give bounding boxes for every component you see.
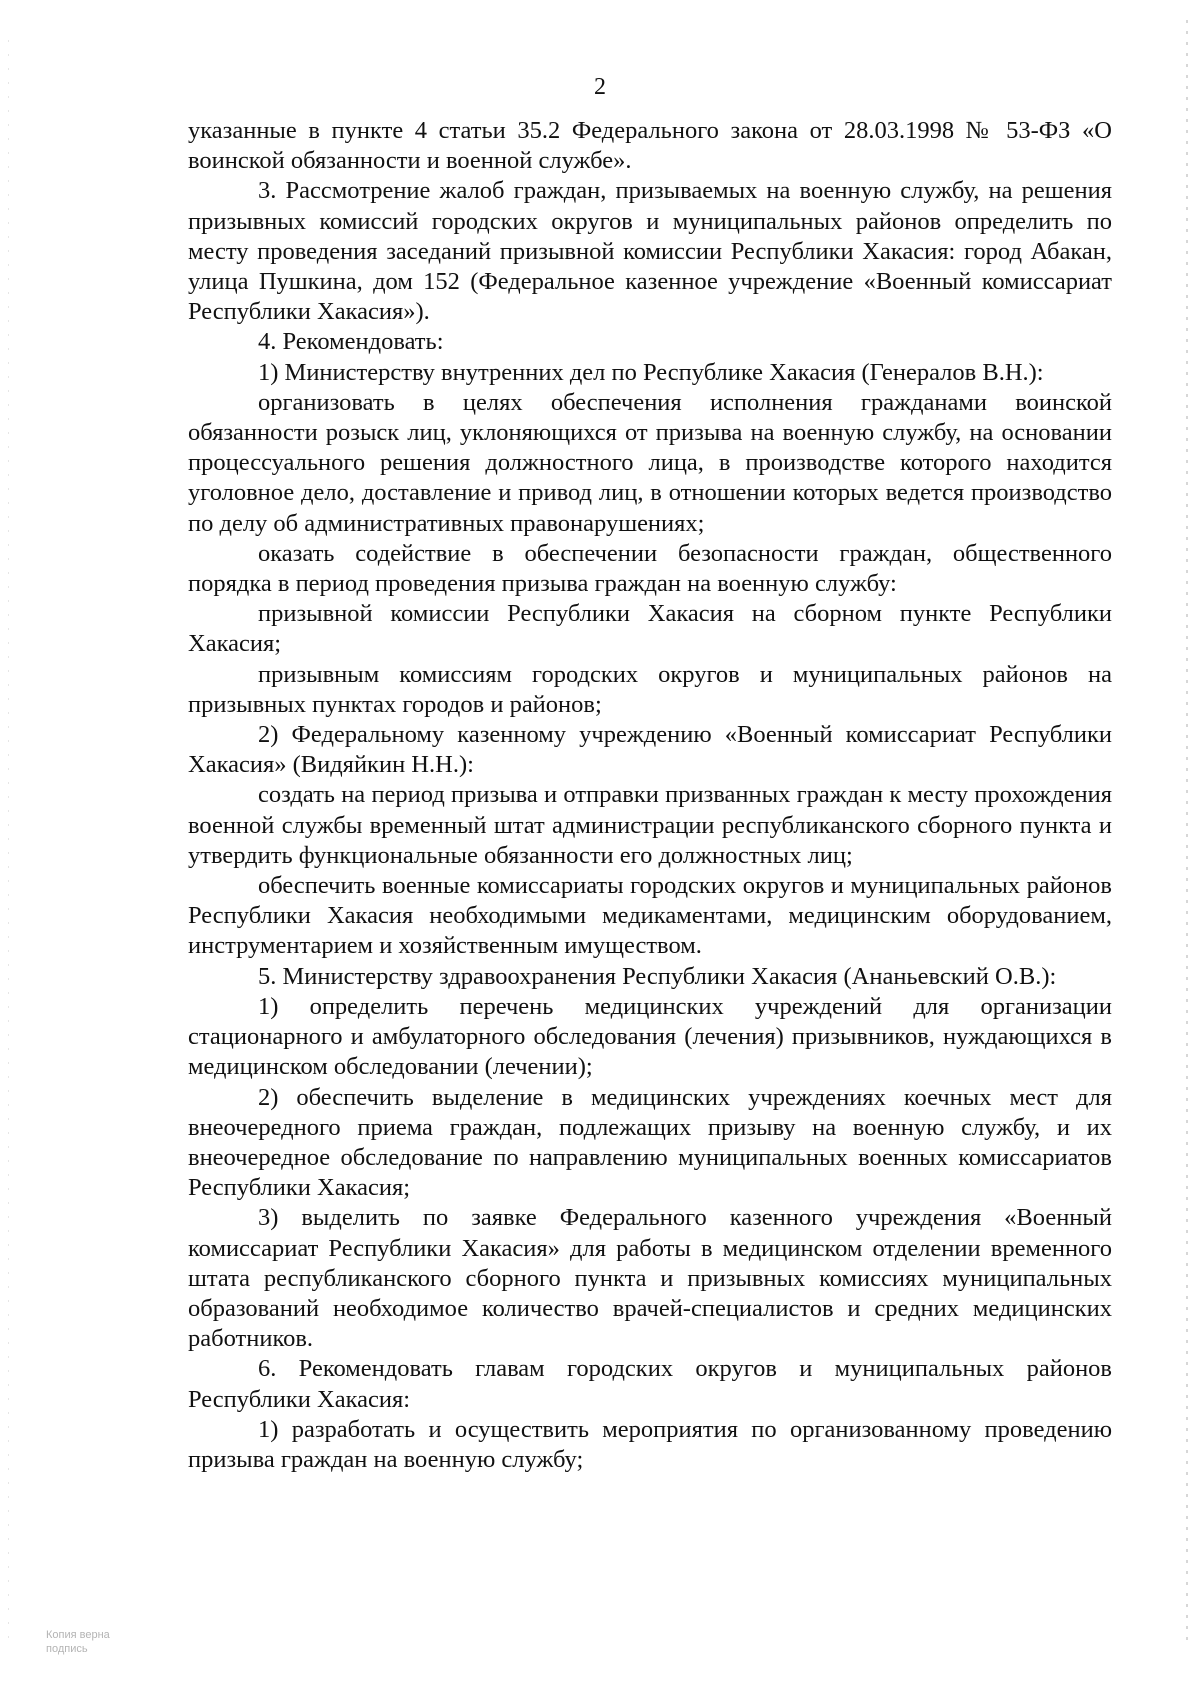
document-body xyxy=(188,116,1112,1475)
paragraph: организовать в целях обеспечения исполнения гражданами воинской обязанности розыск лиц, уклоняющихся от призыва на военную службу, на основании процессуального решения должностного лица, в производстве которого находится уголовное дело, доставление и привод лиц, в отношении которых ведется производство по делу об административных правонарушениях; xyxy=(188,388,1112,537)
paragraph: 2) Федеральному казенному учреждению «Военный комиссариат Республики Хакасия» (Видяйкин Н.Н.): xyxy=(188,721,1112,779)
paragraph: 5. Министерству здравоохранения Республики Хакасия (Ананьевский О.В.): xyxy=(258,962,1057,990)
paragraph: 3) выделить по заявке Федерального казенного учреждения «Военный комиссариат Республики Хакасия» для работы в медицинском отделении временного штата республиканского сборного пункта и призывных комиссиях муниципальных образований необходимое количество врачей-специалистов и средних медицинских работников. xyxy=(188,1204,1112,1353)
paragraph: обеспечить военные комиссариаты городских округов и муниципальных районов Республики Хакасия необходимыми медикаментами, медицинским оборудованием, инструментарием и хозяйственным имуществом. xyxy=(188,872,1112,960)
page-number: 2 xyxy=(594,74,606,100)
paragraph: создать на период призыва и отправки призванных граждан к месту прохождения военной службы временный штат администрации республиканского сборного пункта и утвердить функциональные обязанности его должностных лиц; xyxy=(188,781,1112,869)
paragraph: призывной комиссии Республики Хакасия на сборном пункте Республики Хакасия; xyxy=(188,600,1112,658)
paragraph: 1) Министерству внутренних дел по Республике Хакасия (Генералов В.Н.): xyxy=(258,358,1044,386)
scan-edge-left xyxy=(8,40,9,1640)
footer-stamp-line-1: Копия верна xyxy=(46,1629,110,1641)
paragraph: призывным комиссиям городских округов и муниципальных районов на призывных пунктах городов и районов; xyxy=(188,660,1112,718)
paragraph: 3. Рассмотрение жалоб граждан, призываемых на военную службу, на решения призывных комиссий городских округов и муниципальных районов определить по месту проведения заседаний призывной комиссии Республики Хакасия: город Абакан, улица Пушкина, дом 152 (Федеральное казенное учреждение «Военный комиссариат Республики Хакасия»). xyxy=(188,177,1112,326)
paragraph: указанные в пункте 4 статьи 35.2 Федерального закона от 28.03.1998 № 53-ФЗ «О воинской обязанности и военной службе». xyxy=(188,117,1112,175)
footer-stamp xyxy=(46,1628,110,1656)
paragraph: 4. Рекомендовать: xyxy=(258,328,444,356)
paragraph: 1) разработать и осуществить мероприятия по организованному проведению призыва граждан на военную службу; xyxy=(188,1415,1112,1473)
scan-edge-right xyxy=(1186,20,1188,1640)
paragraph: 6. Рекомендовать главам городских округов и муниципальных районов Республики Хакасия: xyxy=(188,1355,1112,1413)
footer-stamp-line-2: подпись xyxy=(46,1643,88,1655)
paragraph: оказать содействие в обеспечении безопасности граждан, общественного порядка в период проведения призыва граждан на военную службу: xyxy=(188,539,1112,598)
paragraph: 2) обеспечить выделение в медицинских учреждениях коечных мест для внеочередного приема граждан, подлежащих призыву на военную службу, и их внеочередное обследование по направлению муниципальных военных комиссариатов Республики Хакасия; xyxy=(188,1083,1112,1202)
paragraph: 1) определить перечень медицинских учреждений для организации стационарного и амбулаторного обследования (лечения) призывников, нуждающихся в медицинском обследовании (лечении); xyxy=(188,992,1112,1081)
